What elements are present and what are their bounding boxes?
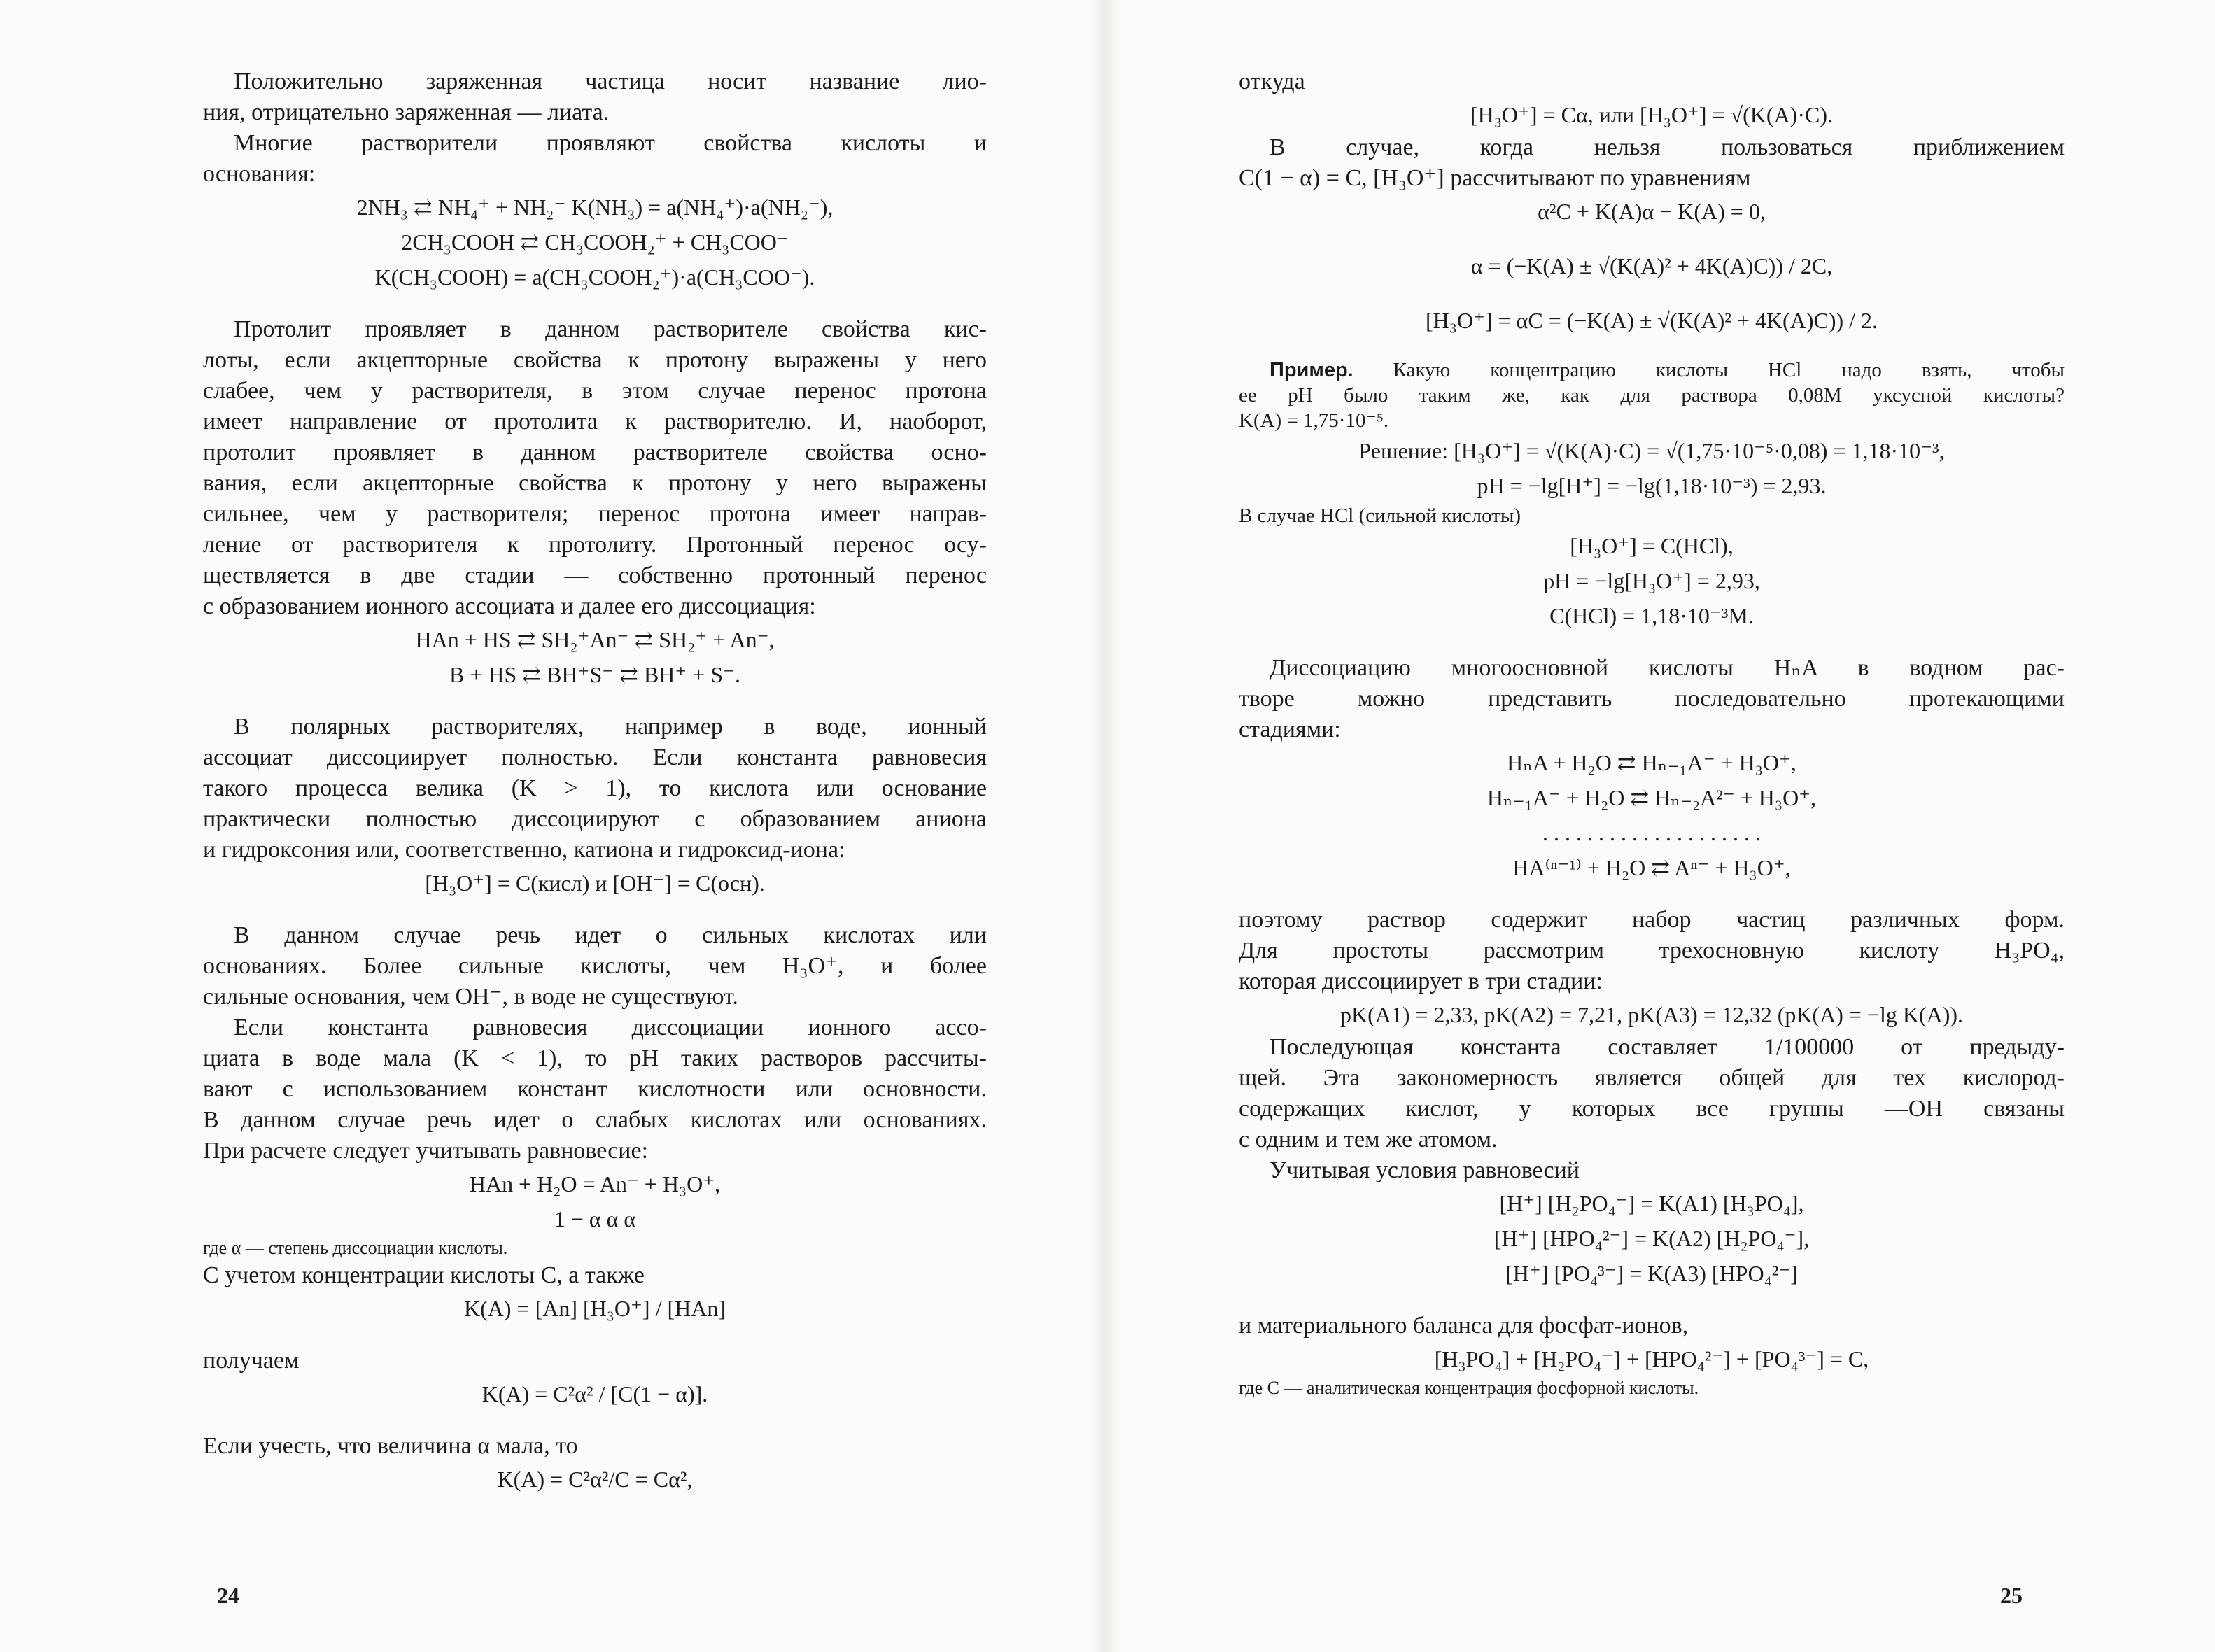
line-text: Учитывая условия равновесий	[1270, 1157, 1580, 1183]
line-text: В данном случае речь идет о сильных кислотах или	[234, 922, 987, 948]
book-gutter	[1092, 0, 1120, 1652]
text-line	[203, 407, 987, 437]
text-line	[1239, 653, 2065, 684]
line-text: K(A) = [An] [H₃O⁺] / [HAn]	[464, 1296, 726, 1321]
line-text: Если константа равновесия диссоциации ионного ассо-	[234, 1015, 987, 1040]
line-text: [H⁺] [H₂PO₄⁻] = K(A1) [H₃PO₄],	[1499, 1191, 1804, 1216]
spacer	[203, 692, 987, 712]
line-text: откуда	[1239, 69, 1305, 94]
text-line	[203, 97, 987, 128]
text-line	[203, 773, 987, 804]
line-text: с одним и тем же атомом.	[1239, 1127, 1498, 1152]
text-line	[1239, 1155, 2065, 1186]
spacer	[203, 1326, 987, 1346]
line-text: HA⁽ⁿ⁻¹⁾ + H₂O ⇄ Aⁿ⁻ + H₃O⁺,	[1512, 855, 1791, 880]
text-line	[203, 376, 987, 407]
formula-line	[1239, 248, 2065, 283]
text-line	[203, 804, 987, 835]
line-text: Диссоциацию многоосновной кислоты HₙA в водном рас-	[1270, 655, 2065, 681]
line-text: вания, если акцепторные свойства к протону у него выражены	[203, 470, 987, 496]
line-text: Hₙ₋₁A⁻ + H₂O ⇄ Hₙ₋₂A²⁻ + H₃O⁺,	[1486, 785, 1817, 810]
text-line	[203, 437, 987, 468]
formula-line	[203, 225, 987, 260]
left-page	[203, 66, 987, 1497]
line-text: K(A) = C²α²/C = Cα²,	[497, 1467, 693, 1492]
example-label: Пример.	[1270, 359, 1353, 381]
line-text: ее pH было таким же, как для раствора 0,08M уксусной кислоты?	[1239, 384, 2065, 407]
text-line	[1239, 966, 2065, 997]
text-line	[203, 1236, 987, 1260]
formula-line	[203, 260, 987, 295]
formula-line	[203, 1462, 987, 1497]
line-text: содержащих кислот, у которых все группы —OH связаны	[1239, 1096, 2065, 1122]
line-text: B + HS ⇄ BH⁺S⁻ ⇄ BH⁺ + S⁻.	[449, 662, 741, 687]
right-page-number: 25	[2000, 1583, 2023, 1608]
formula-line	[203, 1376, 987, 1411]
formula-line	[1239, 598, 2065, 633]
formula-line	[1239, 528, 2065, 563]
formula-line	[203, 866, 987, 901]
formula-line	[1239, 1186, 2065, 1221]
text-line	[1239, 714, 2065, 745]
line-text: основания:	[203, 161, 316, 187]
text-line	[1239, 1063, 2065, 1094]
formula-line	[1239, 194, 2065, 229]
formula-line	[1239, 468, 2065, 503]
text-line	[203, 468, 987, 499]
line-text: ление от растворителя к протолиту. Протонный перенос осу-	[203, 532, 987, 558]
line-text: Для простоты рассмотрим трехосновную кислоту H₃PO₄,	[1239, 938, 2065, 963]
line-text: щей. Эта закономерность является общей для тех кислород-	[1239, 1065, 2065, 1091]
formula-line	[203, 1166, 987, 1201]
line-text: Какую концентрацию кислоты HCl надо взять, чтобы	[1353, 359, 2065, 381]
spacer	[1239, 338, 2065, 358]
line-text: pH = −lg[H⁺] = −lg(1,18·10⁻³) = 2,93.	[1477, 473, 1827, 498]
text-line	[1239, 163, 2065, 194]
line-text: K(A) = C²α² / [C(1 − α)].	[481, 1381, 708, 1406]
formula-line	[1239, 1256, 2065, 1291]
line-text: которая диссоциирует в три стадии:	[1239, 968, 1603, 994]
text-line	[203, 530, 987, 560]
text-line	[1239, 503, 2065, 528]
line-text: [H₃O⁺] = Cα, или [H₃O⁺] = √(K(A)·C).	[1470, 102, 1833, 127]
line-text: 1 − α α α	[554, 1206, 636, 1231]
text-line	[1239, 936, 2065, 966]
line-text: [H₃O⁺] = C(кисл) и [OH⁻] = C(осн).	[425, 870, 765, 896]
spacer	[1239, 633, 2065, 653]
spacer	[1239, 229, 2065, 248]
text-line	[203, 920, 987, 951]
line-text: HₙA + H₂O ⇄ Hₙ₋₁A⁻ + H₃O⁺,	[1507, 750, 1796, 775]
formula-line	[1239, 997, 2065, 1032]
spacer	[203, 295, 987, 314]
text-line	[1239, 684, 2065, 714]
line-text: ществляется в две стадии — собственно протонный перенос	[203, 563, 987, 588]
line-text: и гидроксония или, соответственно, катиона и гидроксид-иона:	[203, 837, 845, 863]
text-line	[203, 499, 987, 530]
line-text: вают с использованием констант кислотности или основности.	[203, 1076, 987, 1102]
line-text: такого процесса велика (K > 1), то кислота или основание	[203, 775, 987, 801]
text-line	[203, 1346, 987, 1376]
text-line	[1239, 66, 2065, 97]
spacer	[1239, 885, 2065, 905]
line-text: где C — аналитическая концентрация фосфорной кислоты.	[1239, 1378, 1699, 1398]
formula-line	[1239, 745, 2065, 780]
text-line	[1239, 1032, 2065, 1063]
text-line	[203, 560, 987, 591]
line-text: В случае HCl (сильной кислоты)	[1239, 504, 1521, 527]
text-line	[1239, 408, 2065, 433]
formula-line	[1239, 1221, 2065, 1256]
line-text: Многие растворители проявляют свойства кислоты и	[234, 130, 987, 156]
line-text: K(A) = 1,75·10⁻⁵.	[1239, 409, 1389, 432]
text-line	[1239, 132, 2065, 163]
text-line	[203, 1105, 987, 1136]
formula-line	[203, 190, 987, 225]
line-text: C(1 − α) = C, [H₃O⁺] рассчитывают по уравнениям	[1239, 165, 1751, 191]
line-text: творе можно представить последовательно протекающими	[1239, 686, 2065, 712]
formula-line	[1239, 815, 2065, 850]
line-text: [H⁺] [HPO₄²⁻] = K(A2) [H₂PO₄⁻],	[1493, 1226, 1810, 1251]
text-line	[203, 1431, 987, 1462]
text-line	[203, 345, 987, 376]
line-text: α²C + K(A)α − K(A) = 0,	[1538, 199, 1766, 224]
line-text: Решение: [H₃O⁺] = √(K(A)·C) = √(1,75·10⁻⁵·0,08) = 1,18·10⁻³,	[1358, 438, 1945, 463]
line-text: [H₃PO₄] + [H₂PO₄⁻] + [HPO₄²⁻] + [PO₄³⁻] = C,	[1434, 1346, 1869, 1371]
text-line	[203, 1074, 987, 1105]
text-line	[1239, 905, 2065, 936]
formula-line	[1239, 780, 2065, 815]
text-line	[203, 66, 987, 97]
text-line	[203, 982, 987, 1012]
line-text: Если учесть, что величина α мала, то	[203, 1433, 578, 1459]
line-text: ния, отрицательно заряженная — лиата.	[203, 99, 610, 125]
line-text: В полярных растворителях, например в воде, ионный	[234, 714, 987, 740]
formula-line	[1239, 433, 2065, 468]
line-text: [H⁺] [PO₄³⁻] = K(A3) [HPO₄²⁻]	[1505, 1261, 1798, 1286]
line-text: pH = −lg[H₃O⁺] = 2,93,	[1543, 568, 1760, 593]
line-text: При расчете следует учитывать равновесие:	[203, 1138, 649, 1164]
text-line	[1239, 1124, 2065, 1155]
text-line	[203, 314, 987, 345]
line-text: C(HCl) = 1,18·10⁻³M.	[1549, 603, 1754, 628]
text-line	[1239, 1094, 2065, 1124]
text-line	[203, 742, 987, 773]
spacer	[203, 1411, 987, 1431]
text-line	[203, 1012, 987, 1043]
line-text: циата в воде мала (K < 1), то pH таких растворов рассчиты-	[203, 1045, 987, 1071]
line-text: Протолит проявляет в данном растворителе свойства кис-	[234, 316, 987, 342]
line-text: с образованием ионного ассоциата и далее его диссоциация:	[203, 593, 816, 619]
formula-line	[1239, 1341, 2065, 1376]
spacer	[1239, 1291, 2065, 1311]
line-text: Последующая константа составляет 1/100000 от предыду-	[1270, 1034, 2065, 1060]
line-text: протолит проявляет в данном растворителе свойства осно-	[203, 439, 987, 465]
formula-line	[203, 657, 987, 692]
text-line	[203, 1260, 987, 1291]
line-text: [H₃O⁺] = C(HCl),	[1570, 533, 1734, 558]
line-text: [H₃O⁺] = αC = (−K(A) ± √(K(A)² + 4K(A)C)) / 2.	[1425, 308, 1878, 333]
text-line	[203, 591, 987, 622]
line-text: стадиями:	[1239, 716, 1341, 742]
line-text: В случае, когда нельзя пользоваться приближением	[1270, 134, 2065, 160]
line-text: получаем	[203, 1348, 300, 1374]
line-text: практически полностью диссоциируют с образованием аниона	[203, 806, 987, 832]
text-line	[203, 712, 987, 742]
spacer	[203, 901, 987, 920]
text-line	[203, 128, 987, 159]
line-text: K(CH₃COOH) = a(CH₃COOH₂⁺)·a(CH₃COO⁻).	[374, 264, 815, 290]
line-text: 2CH₃COOH ⇄ CH₃COOH₂⁺ + CH₃COO⁻	[401, 230, 789, 255]
formula-line	[1239, 303, 2065, 338]
text-line	[1239, 358, 2065, 383]
formula-line	[1239, 97, 2065, 132]
line-text: Положительно заряженная частица носит название лио-	[234, 69, 987, 94]
line-text: поэтому раствор содержит набор частиц различных форм.	[1239, 907, 2065, 933]
formula-line	[203, 1291, 987, 1326]
line-text: 2NH₃ ⇄ NH₄⁺ + NH₂⁻ K(NH₃) = a(NH₄⁺)·a(NH₂⁻),	[356, 195, 834, 220]
text-line	[203, 1136, 987, 1166]
line-text: где α — степень диссоциации кислоты.	[203, 1238, 508, 1258]
spacer	[1239, 283, 2065, 303]
text-line	[1239, 383, 2065, 408]
line-text: HAn + H₂O = An⁻ + H₃O⁺,	[469, 1171, 721, 1196]
line-text: сильнее, чем у растворителя; перенос протона имеет направ-	[203, 501, 987, 527]
right-page	[1239, 66, 2065, 1400]
line-text: имеет направление от протолита к растворителю. И, наоборот,	[203, 409, 987, 435]
formula-line	[1239, 850, 2065, 885]
formula-line	[203, 622, 987, 657]
line-text: основаниях. Более сильные кислоты, чем H₃O⁺, и более	[203, 953, 987, 979]
text-line	[203, 159, 987, 190]
text-line	[203, 835, 987, 866]
line-text: . . . . . . . . . . . . . . . . . . . .	[1542, 820, 1761, 845]
line-text: и материального баланса для фосфат-ионов,	[1239, 1313, 1689, 1339]
line-text: pK(A1) = 2,33, pK(A2) = 7,21, pK(A3) = 12,32 (pK(A) = −lg K(A)).	[1339, 1002, 1964, 1027]
line-text: В данном случае речь идет о слабых кислотах или основаниях.	[203, 1107, 987, 1133]
line-text: α = (−K(A) ± √(K(A)² + 4K(A)C)) / 2C,	[1470, 253, 1833, 278]
text-line	[1239, 1311, 2065, 1341]
text-line	[1239, 1376, 2065, 1400]
line-text: С учетом концентрации кислоты C, а также	[203, 1262, 645, 1288]
line-text: лоты, если акцепторные свойства к протону выражены у него	[203, 347, 987, 373]
line-text: HAn + HS ⇄ SH₂⁺An⁻ ⇄ SH₂⁺ + An⁻,	[415, 627, 775, 652]
text-line	[203, 1043, 987, 1074]
text-line	[203, 951, 987, 982]
formula-line	[1239, 563, 2065, 598]
line-text: ассоциат диссоциирует полностью. Если константа равновесия	[203, 744, 987, 770]
line-text: сильные основания, чем OH⁻, в воде не существуют.	[203, 984, 738, 1010]
line-text: слабее, чем у растворителя, в этом случае перенос протона	[203, 378, 987, 404]
formula-line	[203, 1201, 987, 1236]
left-page-number: 24	[217, 1583, 239, 1608]
